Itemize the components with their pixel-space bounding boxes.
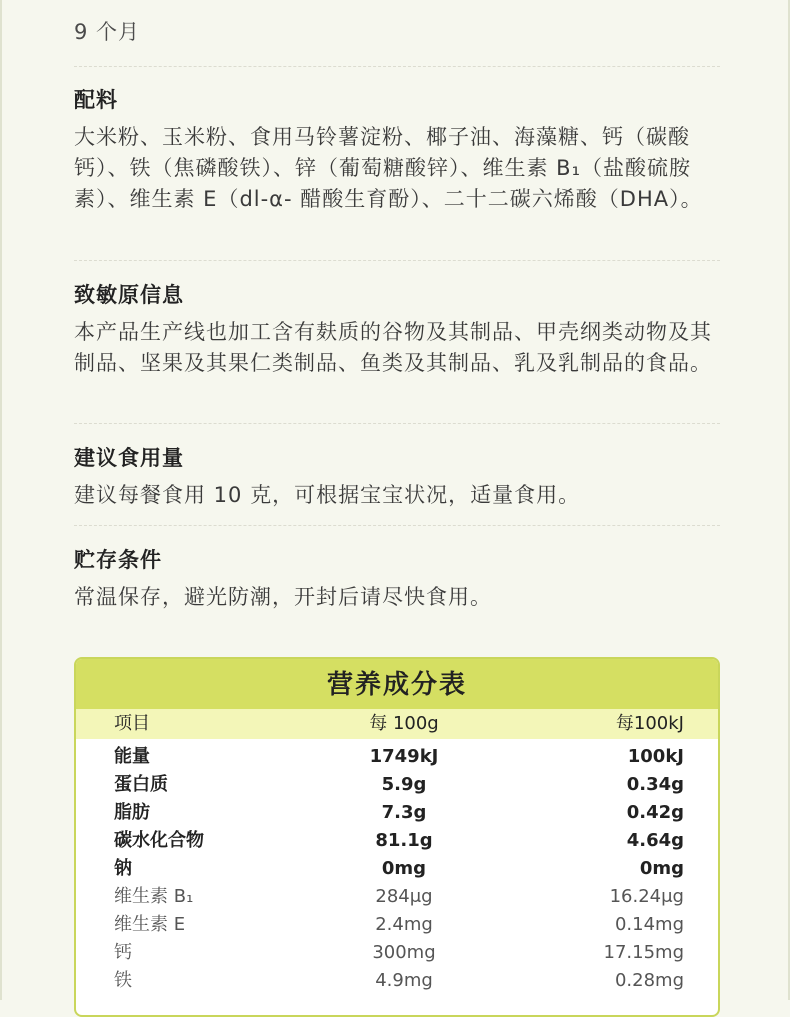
nutrient-name: 脂肪 <box>114 802 150 823</box>
nutrient-name: 蛋白质 <box>114 774 168 795</box>
nutrient-name: 铁 <box>114 970 132 991</box>
value-per-100kj: 0.34g <box>626 774 684 795</box>
value-per-100kj: 17.15mg <box>603 942 684 963</box>
value-per-100kj: 0mg <box>639 858 684 879</box>
header-item: 项目 <box>114 713 150 734</box>
header-per-100g: 每 100g <box>369 713 439 734</box>
nutrient-name: 碳水化合物 <box>114 830 204 851</box>
table-row <box>76 967 718 995</box>
value-per-100g: 5.9g <box>381 774 427 795</box>
table-row <box>76 771 718 799</box>
value-per-100kj: 0.14mg <box>614 914 684 935</box>
allergen-title: 致敏原信息 <box>74 283 184 307</box>
table-row <box>76 911 718 939</box>
value-per-100g: 2.4mg <box>375 914 433 935</box>
table-row <box>76 799 718 827</box>
section-divider <box>74 66 720 67</box>
allergen-text: 本产品生产线也加工含有麸质的谷物及其制品、甲壳纲类动物及其制品、坚果及其果仁类制品、鱼类及其制品、乳及乳制品的食品。 <box>74 320 712 375</box>
nutrient-name: 钙 <box>114 942 132 963</box>
serving-title: 建议食用量 <box>74 446 184 470</box>
section-divider <box>74 260 720 261</box>
header-per-100kj: 每100kJ <box>615 713 684 734</box>
nutrition-table <box>74 657 720 1017</box>
nutrient-name: 维生素 B₁ <box>114 886 194 907</box>
nutrition-table-body <box>76 739 718 995</box>
value-per-100kj: 16.24μg <box>609 886 684 907</box>
serving-text: 建议每餐食用 10 克，可根据宝宝状况，适量食用。 <box>74 483 581 507</box>
nutrient-name: 维生素 E <box>114 914 186 935</box>
value-per-100kj: 100kJ <box>627 746 684 767</box>
storage-text: 常温保存，避光防潮，开封后请尽快食用。 <box>74 585 492 609</box>
table-row <box>76 939 718 967</box>
table-row <box>76 883 718 911</box>
value-per-100kj: 4.64g <box>626 830 684 851</box>
nutrition-table-title: 营养成分表 <box>76 659 718 709</box>
value-per-100g: 300mg <box>372 942 436 963</box>
value-per-100g: 7.3g <box>381 802 427 823</box>
value-per-100kj: 0.28mg <box>614 970 684 991</box>
table-row <box>76 743 718 771</box>
table-row <box>76 827 718 855</box>
value-per-100g: 4.9mg <box>375 970 433 991</box>
value-per-100kj: 0.42g <box>626 802 684 823</box>
section-divider <box>74 525 720 526</box>
nutrient-name: 能量 <box>114 746 150 767</box>
storage-title: 贮存条件 <box>74 548 162 572</box>
nutrition-table-header <box>76 709 718 739</box>
ingredients-text: 大米粉、玉米粉、食用马铃薯淀粉、椰子油、海藻糖、钙（碳酸钙）、铁（焦磷酸铁）、锌（葡萄糖酸锌）、维生素 B₁（盐酸硫胺素）、维生素 E（dl-α- 醋酸生育酚）、二十二碳六烯酸（DHA）。 <box>74 125 703 211</box>
age-text: 9 个月 <box>74 20 141 44</box>
table-row <box>76 855 718 883</box>
value-per-100g: 81.1g <box>375 830 433 851</box>
value-per-100g: 1749kJ <box>369 746 439 767</box>
section-divider <box>74 423 720 424</box>
value-per-100g: 0mg <box>381 858 427 879</box>
nutrient-name: 钠 <box>114 858 132 879</box>
value-per-100g: 284μg <box>375 886 433 907</box>
ingredients-title: 配料 <box>74 88 118 112</box>
